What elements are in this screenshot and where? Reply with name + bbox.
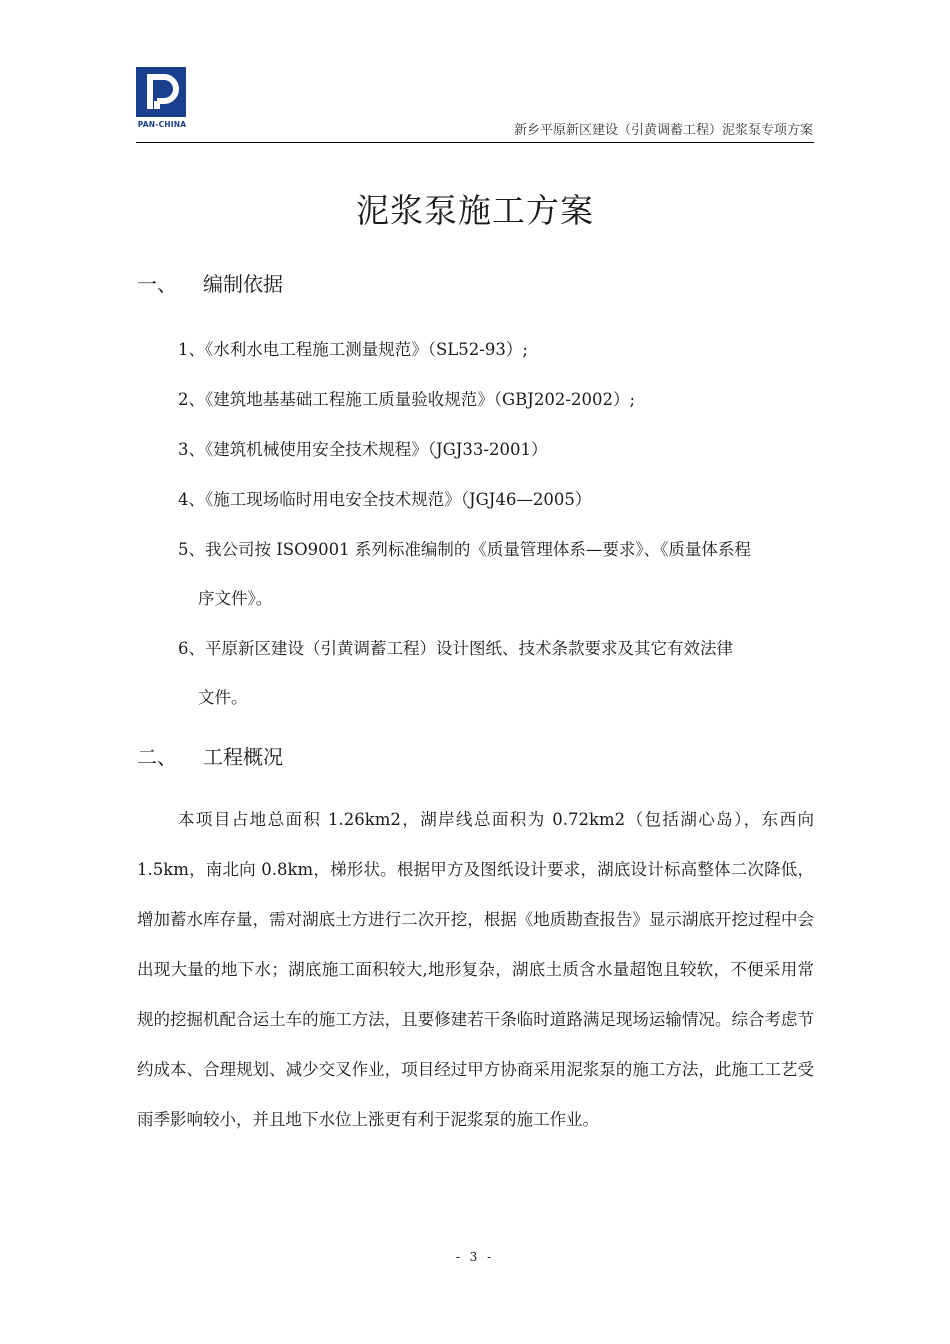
section-heading-1 (137, 268, 283, 297)
header-divider (136, 142, 814, 143)
section-title: 编制依据 (203, 272, 283, 296)
list-item: 5、我公司按 ISO9001 系列标准编制的《质量管理体系—要求》、《质量体系程 (178, 540, 751, 559)
section-number: 二、 (137, 745, 177, 769)
list-item-continuation: 序文件》。 (198, 589, 273, 608)
running-header-title: 新乡平原新区建设（引黄调蓄工程）泥浆泵专项方案 (513, 123, 813, 138)
document-title: 泥浆泵施工方案 (356, 191, 594, 230)
list-item: 2、《建筑地基基础工程施工质量验收规范》（GBJ202-2002）; (178, 390, 636, 409)
pan-china-logo-icon (136, 67, 186, 117)
logo-text: PAN-CHINA (137, 120, 187, 129)
section-heading-2 (137, 741, 283, 770)
list-item: 6、平原新区建设（引黄调蓄工程）设计图纸、技术条款要求及其它有效法律 (178, 639, 733, 658)
section-number: 一、 (137, 272, 177, 296)
list-item: 1、《水利水电工程施工测量规范》（SL52-93）; (178, 340, 528, 359)
list-item: 3、《建筑机械使用安全技术规程》（JGJ33-2001） (178, 440, 548, 459)
page-number: - 3 - (455, 1250, 495, 1264)
section-title: 工程概况 (203, 745, 283, 769)
list-item: 4、《施工现场临时用电安全技术规范》（JGJ46—2005） (178, 490, 592, 509)
project-overview-paragraph: 本项目占地总面积 1.26km2，湖岸线总面积为 0.72km2（包括湖心岛），东西向 1.5km，南北向 0.8km，梯形状。根据甲方及图纸设计要求，湖底设计标高整体二次降低，增加蓄水库存量，需对湖底土方进行二次开挖，根据《地质勘查报告》显示湖底开挖过程中会出现大量的地下水；湖底施工面积较大,地形复杂，湖底土质含水量超饱且较软，不便采用常规的挖掘机配合运土车的施工方法，且要修建若干条临时道路满足现场运输情况。综合考虑节约成本、合理规划、减少交叉作业，项目经过甲方协商采用泥浆泵的施工方法，此施工工艺受雨季影响较小，并且地下水位上涨更有利于泥浆泵的施工作业。 (137, 810, 814, 1129)
company-logo (136, 67, 188, 131)
list-item-continuation: 文件。 (198, 688, 248, 707)
